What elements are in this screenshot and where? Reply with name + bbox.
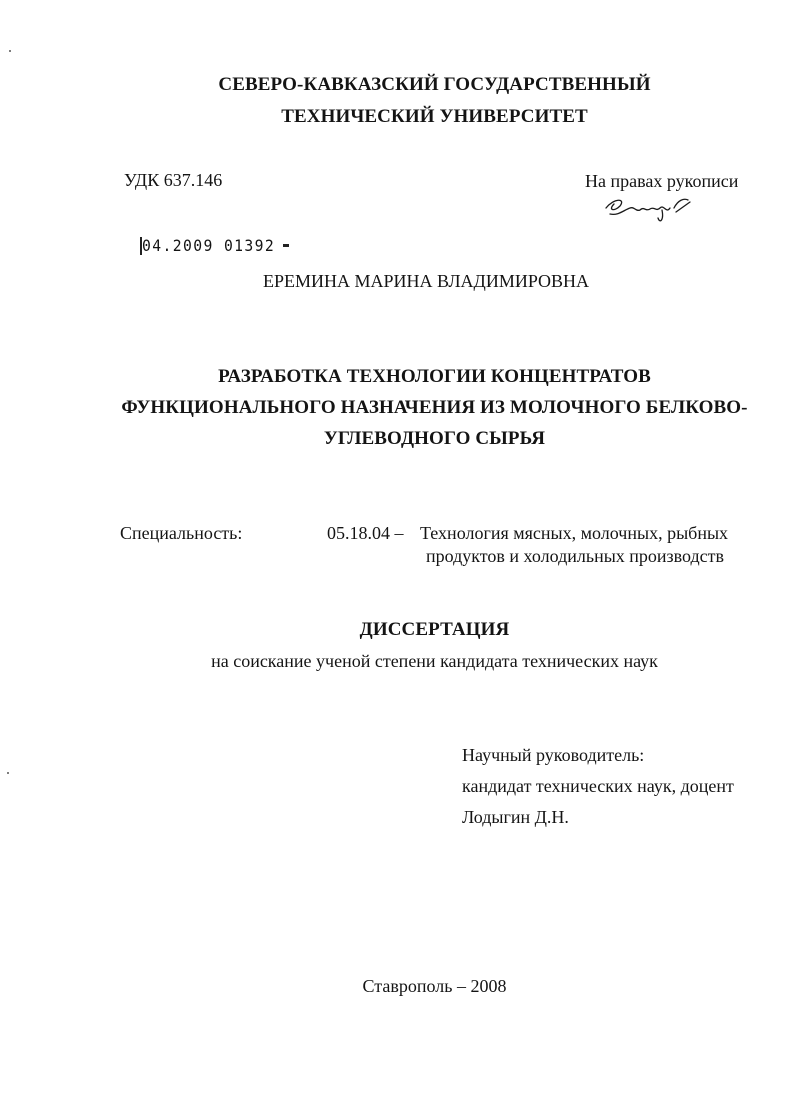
inventory-mark-bar	[140, 237, 142, 255]
work-type: ДИССЕРТАЦИЯ	[359, 619, 510, 640]
dissertation-title-line-1: РАЗРАБОТКА ТЕХНОЛОГИИ КОНЦЕНТРАТОВ	[218, 366, 651, 387]
inventory-mark-dash	[283, 244, 289, 247]
advisor-heading: Научный руководитель:	[462, 745, 645, 765]
specialty-code: 05.18.04 –	[327, 523, 404, 543]
university-name-line-2: ТЕХНИЧЕСКИЙ УНИВЕРСИТЕТ	[281, 106, 588, 127]
specialty-name-line-1: Технология мясных, молочных, рыбных	[420, 523, 729, 543]
author-signature	[600, 190, 700, 230]
dissertation-title-line-2: ФУНКЦИОНАЛЬНОГО НАЗНАЧЕНИЯ ИЗ МОЛОЧНОГО БЕЛКОВО-	[121, 397, 748, 418]
udk-code: УДК 637.146	[124, 170, 223, 190]
degree-sought: на соискание ученой степени кандидата технических наук	[211, 651, 658, 671]
city-year: Ставрополь – 2008	[362, 976, 507, 996]
scan-speck	[9, 50, 11, 52]
dissertation-title-line-3: УГЛЕВОДНОГО СЫРЬЯ	[323, 428, 546, 449]
university-name-line-1: СЕВЕРО-КАВКАЗСКИЙ ГОСУДАРСТВЕННЫЙ	[218, 74, 651, 95]
advisor-rank: кандидат технических наук, доцент	[462, 776, 734, 796]
advisor-name: Лодыгин Д.Н.	[462, 807, 569, 827]
author-name: ЕРЕМИНА МАРИНА ВЛАДИМИРОВНА	[263, 271, 590, 291]
specialty-name-line-2: продуктов и холодильных производств	[426, 546, 725, 566]
specialty-label: Специальность:	[120, 523, 243, 543]
rights-note: На правах рукописи	[585, 171, 739, 191]
inventory-number: 04.2009 01392	[142, 236, 276, 255]
scan-speck	[7, 772, 9, 774]
